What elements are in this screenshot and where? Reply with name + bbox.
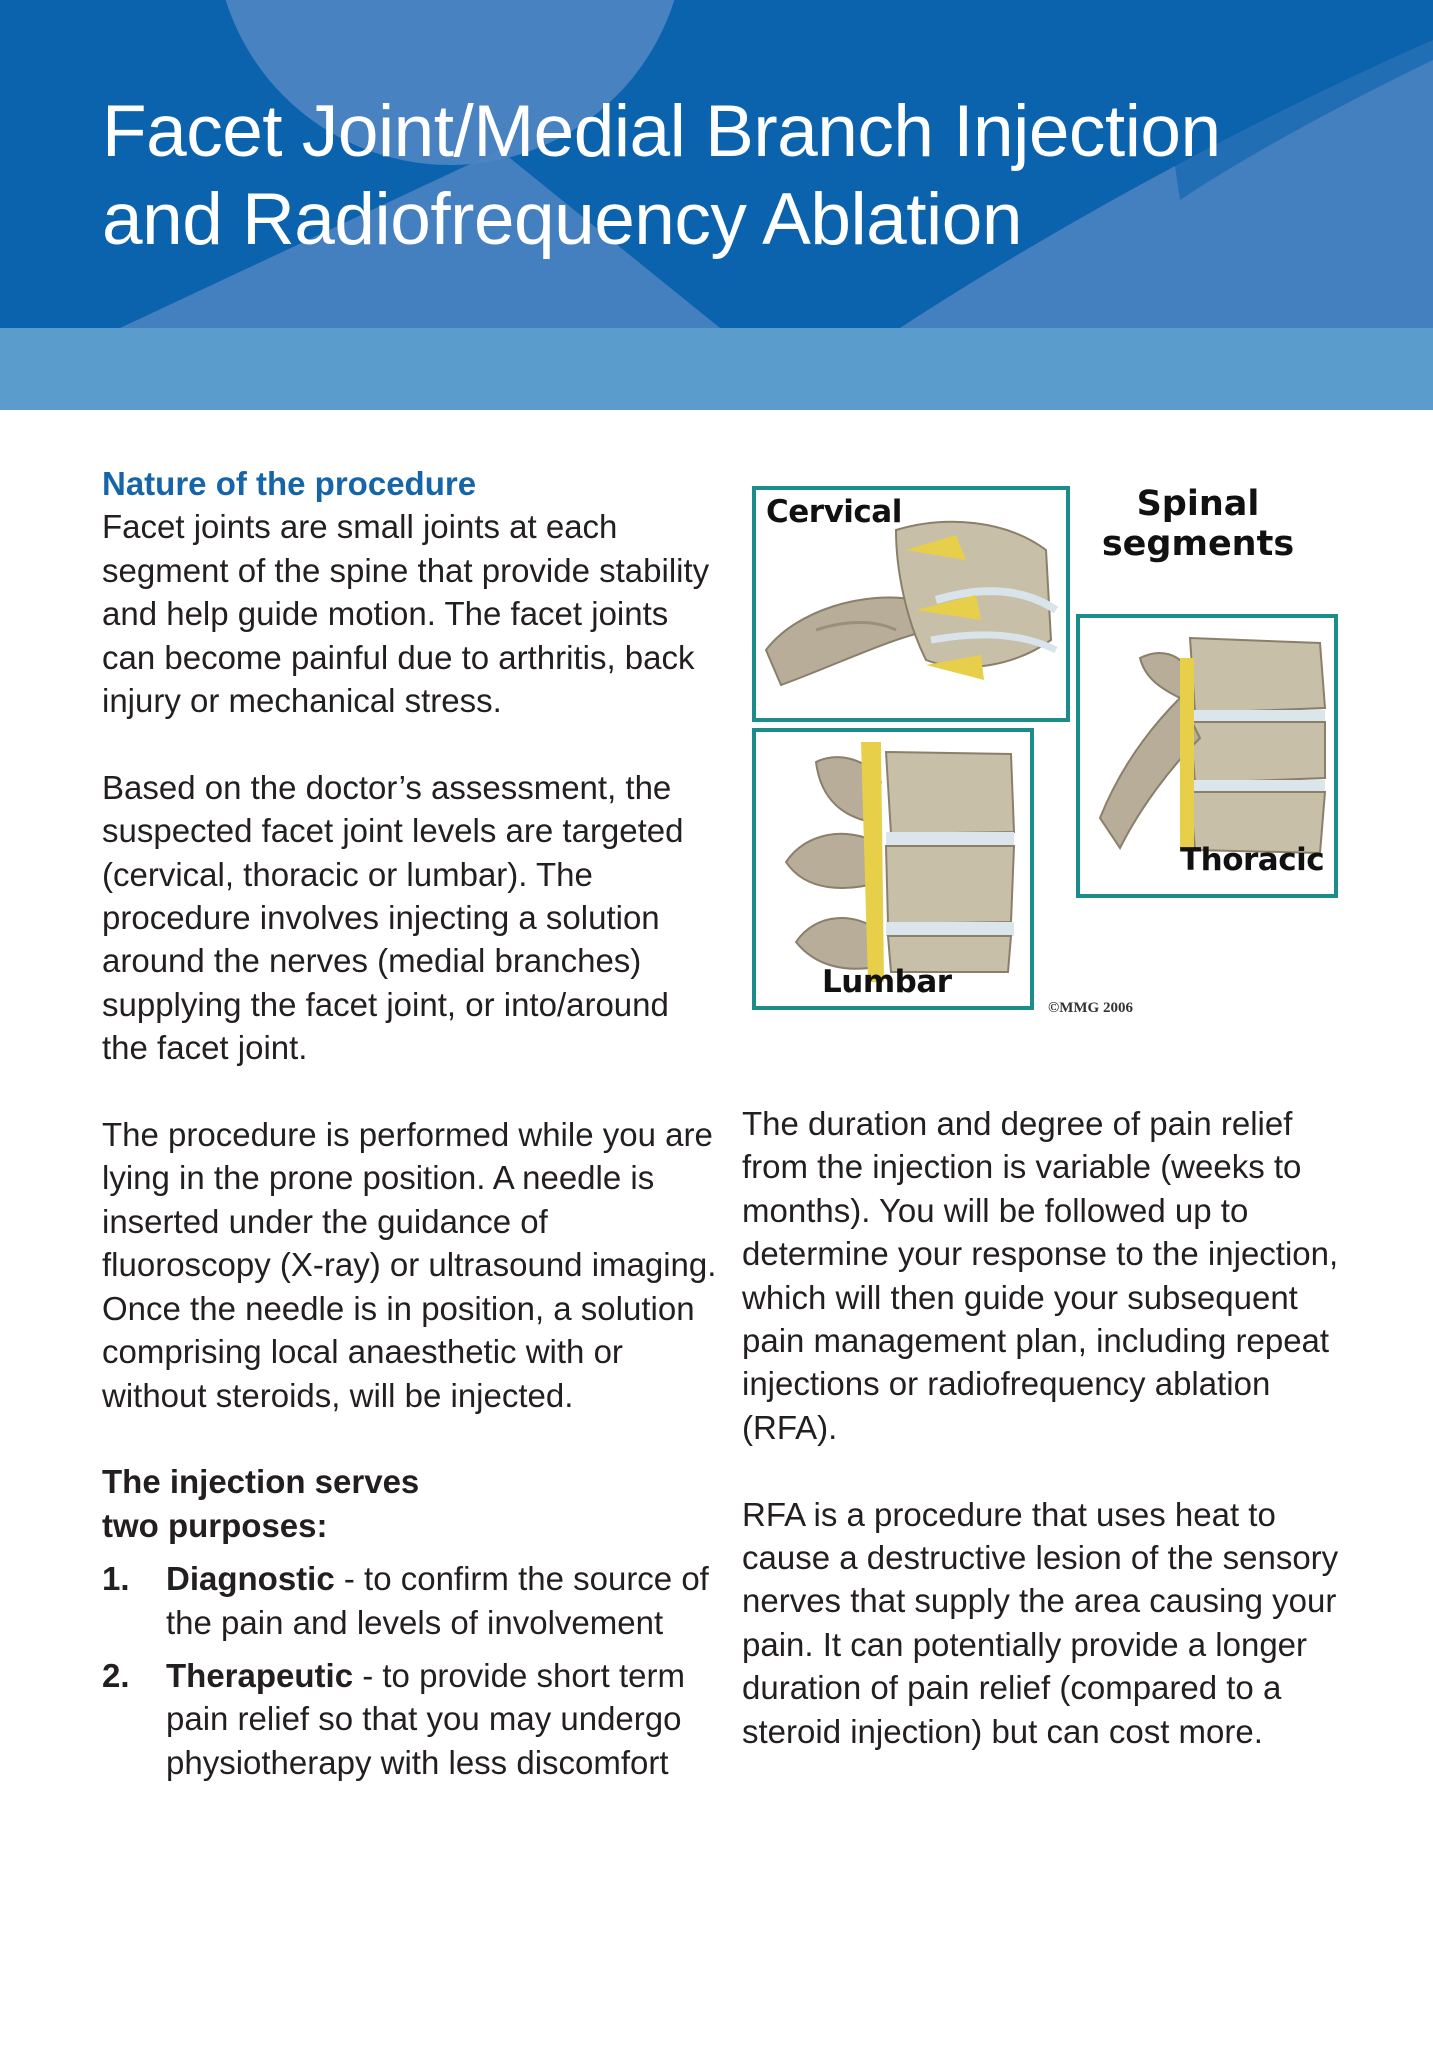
header-banner (0, 0, 1433, 328)
figure-title-line2: segments (1101, 524, 1295, 564)
purposes-heading-line1: The injection serves (102, 1463, 420, 1501)
lumbar-label: Lumbar (822, 964, 952, 1000)
page-title-line1: Facet Joint/Medial Branch Injection (102, 91, 1221, 172)
paragraph-procedure: The procedure is performed while you are lying in the prone position. A needle is inserted under the guidance of fluoroscopy (X-ray) or ultrasound imaging. Once the needle is in position, a solution comprising local anaesthetic with or without steroids, will be injected. (102, 1116, 717, 1414)
purposes-list (102, 1557, 722, 1784)
section-heading-nature: Nature of the procedure (102, 465, 477, 502)
list-item (102, 1654, 722, 1784)
paragraph-assessment: Based on the doctor’s assessment, the suspected facet joint levels are targeted (cervical, thoracic or lumbar). The procedure involves injecting a solution around the nerves (medial branches) supplying the facet joint, or into/around the facet joint. (102, 768, 684, 1067)
right-column (742, 1102, 1342, 1753)
spinal-segments-figure (748, 480, 1348, 1040)
list-item (102, 1557, 722, 1644)
cervical-panel (752, 486, 1070, 722)
list-item-text: - to provide short term pain relief so that you may undergo physiotherapy with less discomfort (166, 1656, 685, 1781)
left-column (102, 462, 722, 1794)
cervical-label: Cervical (766, 494, 902, 530)
paragraph-rfa: RFA is a procedure that uses heat to cause a destructive lesion of the sensory nerves that supply the area causing your pain. It can potentially provide a longer duration of pain relief (compared to a steroid injection) but can cost more. (742, 1495, 1339, 1750)
figure-title-line1: Spinal (1136, 484, 1260, 524)
list-item-term: Diagnostic (166, 1560, 335, 1598)
list-item-text: - to confirm the source of the pain and levels of involvement (166, 1560, 709, 1641)
page-title (102, 88, 1362, 264)
header-band (0, 328, 1433, 410)
list-item-number: 1. (102, 1560, 130, 1598)
paragraph-facet-joints: Facet joints are small joints at each segment of the spine that provide stability and help guide motion. The facet joints can become painful due to arthritis, back injury or mechanical stress. (102, 508, 710, 720)
purposes-heading-line2: two purposes: (102, 1506, 328, 1544)
figure-copyright: ©MMG 2006 (1048, 1000, 1133, 1016)
paragraph-duration: The duration and degree of pain relief from the injection is variable (weeks to months). You will be followed up to determine your response to the injection, which will then guide your subsequent pain management plan, including repeat injections or radiofrequency ablation (RFA). (742, 1105, 1339, 1446)
thoracic-panel (1076, 614, 1338, 898)
purposes-heading (102, 1460, 722, 1547)
figure-title (1078, 484, 1318, 564)
thoracic-label: Thoracic (1180, 842, 1325, 878)
list-item-term: Therapeutic (166, 1656, 354, 1694)
list-item-number: 2. (102, 1656, 130, 1694)
page-title-line2: and Radiofrequency Ablation (102, 179, 1022, 260)
lumbar-panel (752, 728, 1034, 1010)
